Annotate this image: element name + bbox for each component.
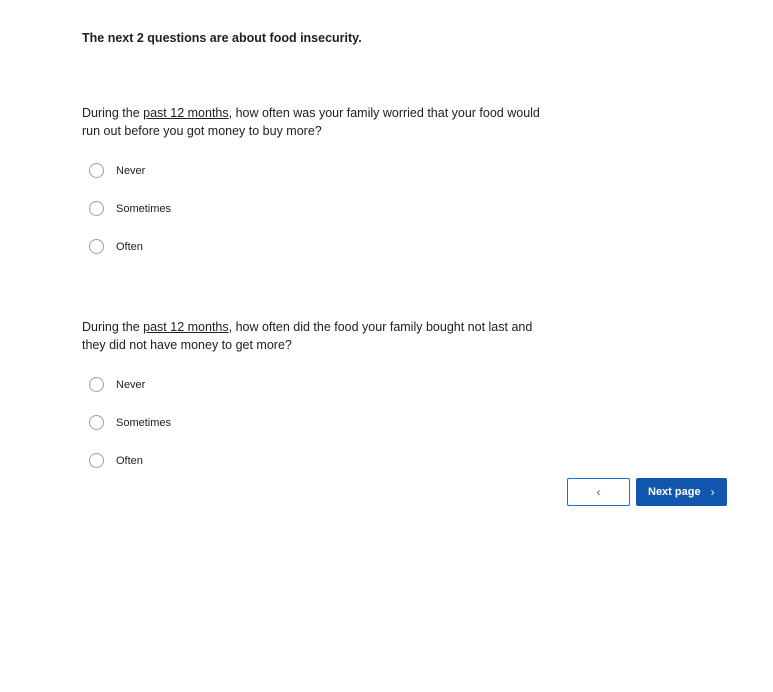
question-2-lead: During the	[82, 319, 144, 334]
next-page-button[interactable]	[636, 478, 727, 506]
question-1-lead: During the	[82, 105, 144, 120]
radio-icon[interactable]	[89, 415, 104, 430]
previous-page-button[interactable]	[567, 478, 630, 506]
option-label: Never	[116, 378, 146, 391]
option-label: Sometimes	[116, 416, 172, 429]
option-row[interactable]	[82, 442, 722, 480]
question-2-options	[82, 366, 722, 480]
option-row[interactable]	[82, 152, 722, 190]
chevron-left-icon: ‹	[596, 485, 601, 499]
radio-icon[interactable]	[89, 239, 104, 254]
section-title: The next 2 questions are about food insecurity.	[82, 31, 362, 45]
option-label: Never	[116, 164, 146, 177]
option-label: Often	[116, 454, 143, 467]
pagination-nav	[567, 478, 727, 506]
question-1-text	[82, 104, 552, 140]
question-2-rest: , how often did the food your family bought not last and they did not have money to get more?	[82, 319, 533, 352]
radio-icon[interactable]	[89, 377, 104, 392]
option-row[interactable]	[82, 228, 722, 266]
question-1-options	[82, 152, 722, 266]
radio-icon[interactable]	[89, 453, 104, 468]
option-row[interactable]	[82, 190, 722, 228]
radio-icon[interactable]	[89, 201, 104, 216]
question-2-emphasis: past 12 months	[143, 319, 229, 334]
option-row[interactable]	[82, 404, 722, 442]
radio-icon[interactable]	[89, 163, 104, 178]
question-2	[82, 318, 722, 480]
option-label: Often	[116, 240, 143, 253]
option-label: Sometimes	[116, 202, 172, 215]
question-2-text	[82, 318, 552, 354]
question-1-emphasis: past 12 months	[143, 105, 229, 120]
next-page-label: Next page	[648, 486, 701, 498]
chevron-right-icon: ›	[710, 485, 715, 499]
option-row[interactable]	[82, 366, 722, 404]
survey-content	[82, 0, 722, 480]
question-1-rest: , how often was your family worried that your food would run out before you got money to buy more?	[82, 105, 540, 138]
question-1	[82, 104, 722, 266]
